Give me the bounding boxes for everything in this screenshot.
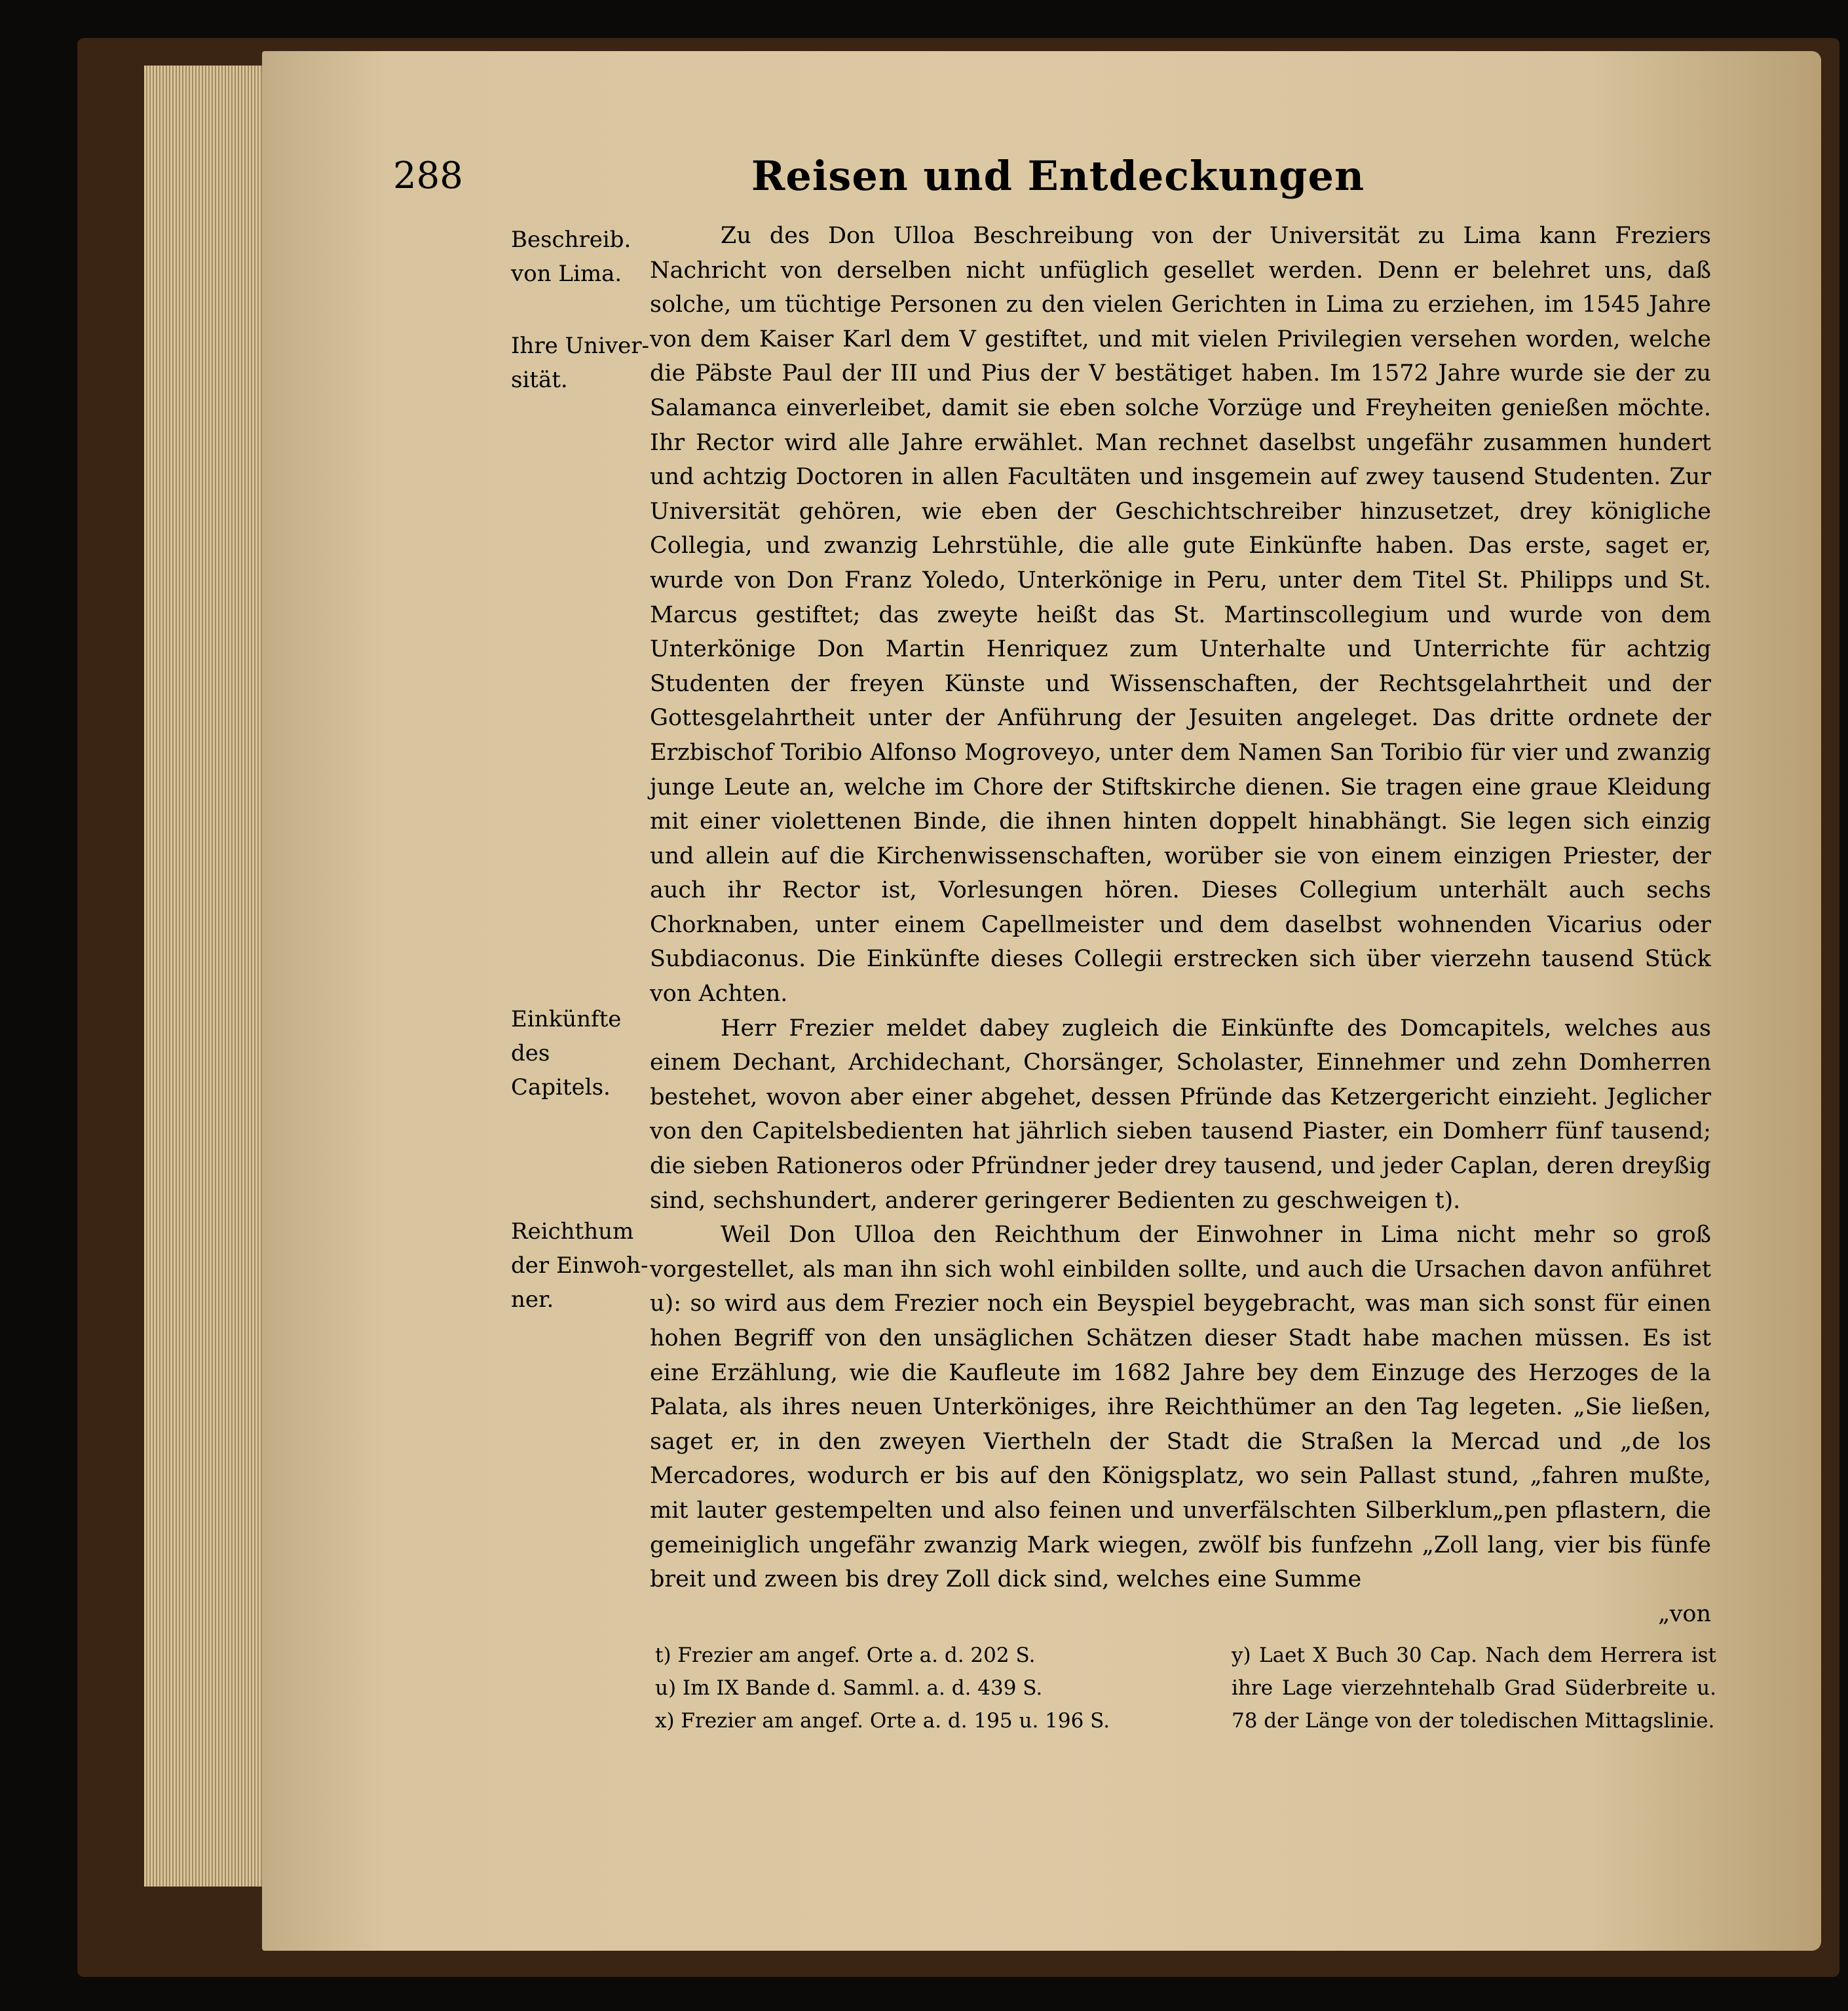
paragraph: Weil Don Ulloa den Reichthum der Einwohner in Lima nicht mehr so groß vorgestellet, als man ihn sich wohl einbilden sollte, und auch die Ursachen davon anführet u): so wird aus dem Frezier noch ein Beyspiel beygebracht, was man sich sonst für einen hohen Begriff von den unsäglichen Schätzen dieser Stadt habe machen müssen. Es ist eine Erzählung, wie die Kaufleute im 1682 Jahre bey dem Einzuge des Herzoges de la Palata, als ihres neuen Unterköniges, ihre Reichthümer an den Tag legeten. „Sie ließen, saget er, in den zweyen Viertheln der Stadt die Straßen la Mercad und „de los Mercadores, wodurch er bis auf den Königsplatz, wo sein Pallast stund, „fahren mußte, mit lauter gestempelten und also feinen und unverfälschten Silberklum„pen pflastern, die gemeiniglich ungefähr zwanzig Mark wiegen, zwölf bis funfzehn „Zoll lang, vier bis fünfe breit und zween bis drey Zoll dick sind, welches eine Summe (650, 1222, 1711, 1593)
footnote: u) Im IX Bande d. Samml. a. d. 439 S. (655, 1676, 1043, 1700)
footnotes-left (655, 1639, 1218, 1737)
paragraph: Herr Frezier meldet dabey zugleich die Einkünfte des Domcapitels, welches aus einem Dechant, Archidechant, Chorsänger, Scholaster, Einnehmer und zehn Domherren bestehet, wovon aber einer abgehet, dessen Pfründe das Ketzergericht einzieht. Jeglicher von den Capitelsbedienten hat jährlich sieben tausend Piaster, ein Domherr fünf tausend; die sieben Rationeros oder Pfründner jeder drey tausend, und jeder Caplan, deren dreyßig sind, sechshundert, anderer geringerer Bedienten zu geschweigen t). (650, 1015, 1711, 1214)
body-text (650, 219, 1711, 1627)
footnote: x) Frezier am angef. Orte a. d. 195 u. 196 S. (655, 1709, 1110, 1733)
margin-note: Reichthum der Einwoh- ner. (511, 1218, 649, 1313)
footnote: y) Laet X Buch 30 Cap. Nach dem Herrera ist ihre Lage vierzehntehalb Grad Süderbreite u. 78 der Länge von der toledischen Mittagslinie. (1232, 1644, 1716, 1733)
margin-note: Ihre Univer- sität. (511, 333, 650, 393)
margin-note: Beschreib. von Lima. (511, 227, 632, 287)
running-head (393, 149, 1520, 202)
margin-note: Einkünfte des Capitels. (511, 1006, 622, 1100)
page-edges (144, 66, 275, 1887)
footnotes (655, 1639, 1716, 1744)
paragraph: Zu des Don Ulloa Beschreibung von der Universität zu Lima kann Freziers Nachricht von derselben nicht unfüglich gesellet werden. Denn er belehret uns, daß solche, um tüchtige Personen zu den vielen Gerichten in Lima zu erziehen, im 1545 Jahre von dem Kaiser Karl dem V gestiftet, und mit vielen Privilegien versehen worden, welche die Päbste Paul der III und Pius der V bestätiget haben. Im 1572 Jahre wurde sie der zu Salamanca einverleibet, damit sie eben solche Vorzüge und Freyheiten genießen möchte. Ihr Rector wird alle Jahre erwählet. Man rechnet daselbst ungefähr zusammen hundert und achtzig Doctoren in allen Facultäten und insgemein auf zwey tausend Studenten. Zur Universität gehören, wie eben der Geschichtschreiber hinzusetzet, drey königliche Collegia, und zwanzig Lehrstühle, die alle gute Einkünfte haben. Das erste, saget er, wurde von Don Franz Yoledo, Unterkönige in Peru, unter dem Titel St. Philipps und St. Marcus gestiftet; das zweyte heißt das St. Martinscollegium und wurde von dem Unterkönige Don Martin Henriquez zum Unterhalte und Unterrichte für achtzig Studenten der freyen Künste und Wissenschaften, der Rechtsgelahrtheit und der Gottesgelahrtheit unter der Anführung der Jesuiten angeleget. Das dritte ordnete der Erzbischof Toribio Alfonso Mogroveyo, unter dem Namen San Toribio für vier und zwanzig junge Leute an, welche im Chore der Stiftskirche dienen. Sie tragen eine graue Kleidung mit einer violettenen Binde, die ihnen hinten doppelt hinabhängt. Sie legen sich einzig und allein auf die Kirchenwissenschaften, worüber sie von einem einzigen Priester, der auch ihr Rector ist, Vorlesungen hören. Dieses Collegium unterhält auch sechs Chorknaben, unter einem Capellmeister und dem daselbst wohnenden Vicarius oder Subdiaconus. Die Einkünfte dieses Collegii erstrecken sich über vierzehn tausend Stück von Achten. (650, 223, 1711, 1007)
catchword: „von (1658, 1600, 1711, 1627)
running-title: Reisen und Entdeckungen (751, 151, 1365, 200)
page-number: 288 (393, 154, 463, 197)
footnote: t) Frezier am angef. Orte a. d. 202 S. (655, 1644, 1036, 1667)
